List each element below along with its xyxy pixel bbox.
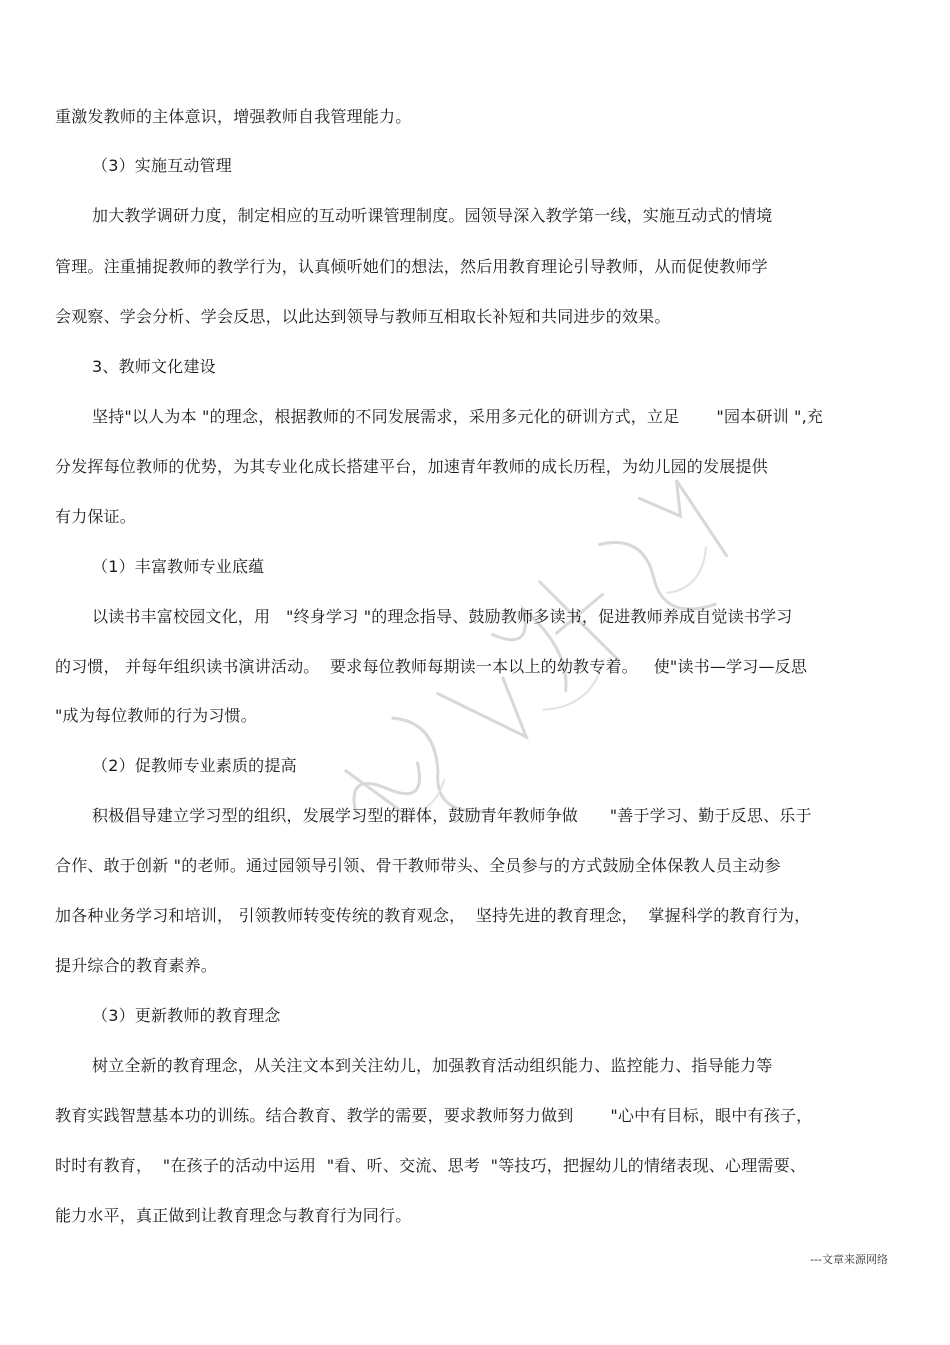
source-note: ---文章来源网络 bbox=[810, 1253, 888, 1266]
subheading: （2）促教师专业素质的提高 bbox=[92, 756, 297, 775]
body-line: 树立全新的教育理念，从关注文本到关注幼儿，加强教育活动组织能力、监控能力、指导能力等 bbox=[92, 1056, 773, 1075]
body-line: 坚持"以人为本 "的理念，根据教师的不同发展需求，采用多元化的研训方式，立足 "园本研训 ",充 bbox=[92, 407, 824, 426]
body-line: 有力保证。 bbox=[55, 507, 137, 526]
body-line: 积极倡导建立学习型的组织，发展学习型的群体，鼓励青年教师争做 "善于学习、勤于反思、乐于 bbox=[92, 806, 812, 825]
subheading: （3）实施互动管理 bbox=[92, 156, 232, 175]
body-line: 会观察、学会分析、学会反思，以此达到领导与教师互相取长补短和共同进步的效果。 bbox=[55, 307, 671, 326]
body-line: 管理。注重捕捉教师的教学行为，认真倾听她们的想法，然后用教育理论引导教师，从而促使教师学 bbox=[55, 257, 768, 276]
subheading: （1）丰富教师专业底蕴 bbox=[92, 557, 265, 576]
body-line: 重激发教师的主体意识，增强教师自我管理能力。 bbox=[55, 107, 412, 126]
body-line: "成为每位教师的行为习惯。 bbox=[55, 706, 257, 725]
body-line: 加各种业务学习和培训， 引领教师转变传统的教育观念， 坚持先进的教育理念， 掌握科学的教育行为， bbox=[55, 906, 811, 925]
body-line: 能力水平，真正做到让教育理念与教育行为同行。 bbox=[55, 1206, 412, 1225]
body-line: 的习惯， 并每年组织读书演讲活动。 要求每位教师每期读一本以上的幼教专着。 使"读书—学习—反思 bbox=[55, 657, 808, 676]
subheading: （3）更新教师的教育理念 bbox=[92, 1006, 281, 1025]
section-heading: 3、教师文化建设 bbox=[92, 357, 216, 376]
body-line: 以读书丰富校园文化，用 "终身学习 "的理念指导、鼓励教师多读书，促进教师养成自觉读书学习 bbox=[92, 607, 793, 626]
body-line: 教育实践智慧基本功的训练。结合教育、教学的需要，要求教师努力做到 "心中有目标，眼中有孩子， bbox=[55, 1106, 813, 1125]
body-line: 提升综合的教育素养。 bbox=[55, 956, 218, 975]
body-line: 加大教学调研力度，制定相应的互动听课管理制度。园领导深入教学第一线，实施互动式的情境 bbox=[92, 206, 773, 225]
body-line: 分发挥每位教师的优势，为其专业化成长搭建平台，加速青年教师的成长历程，为幼儿园的发展提供 bbox=[55, 457, 768, 476]
body-line: 时时有教育， "在孩子的活动中运用 "看、听、交流、思考 "等技巧，把握幼儿的情绪表现、心理需要、 bbox=[55, 1156, 806, 1175]
body-line: 合作、敢于创新 "的老师。通过园领导引领、骨干教师带头、全员参与的方式鼓励全体保教人员主动参 bbox=[55, 856, 781, 875]
